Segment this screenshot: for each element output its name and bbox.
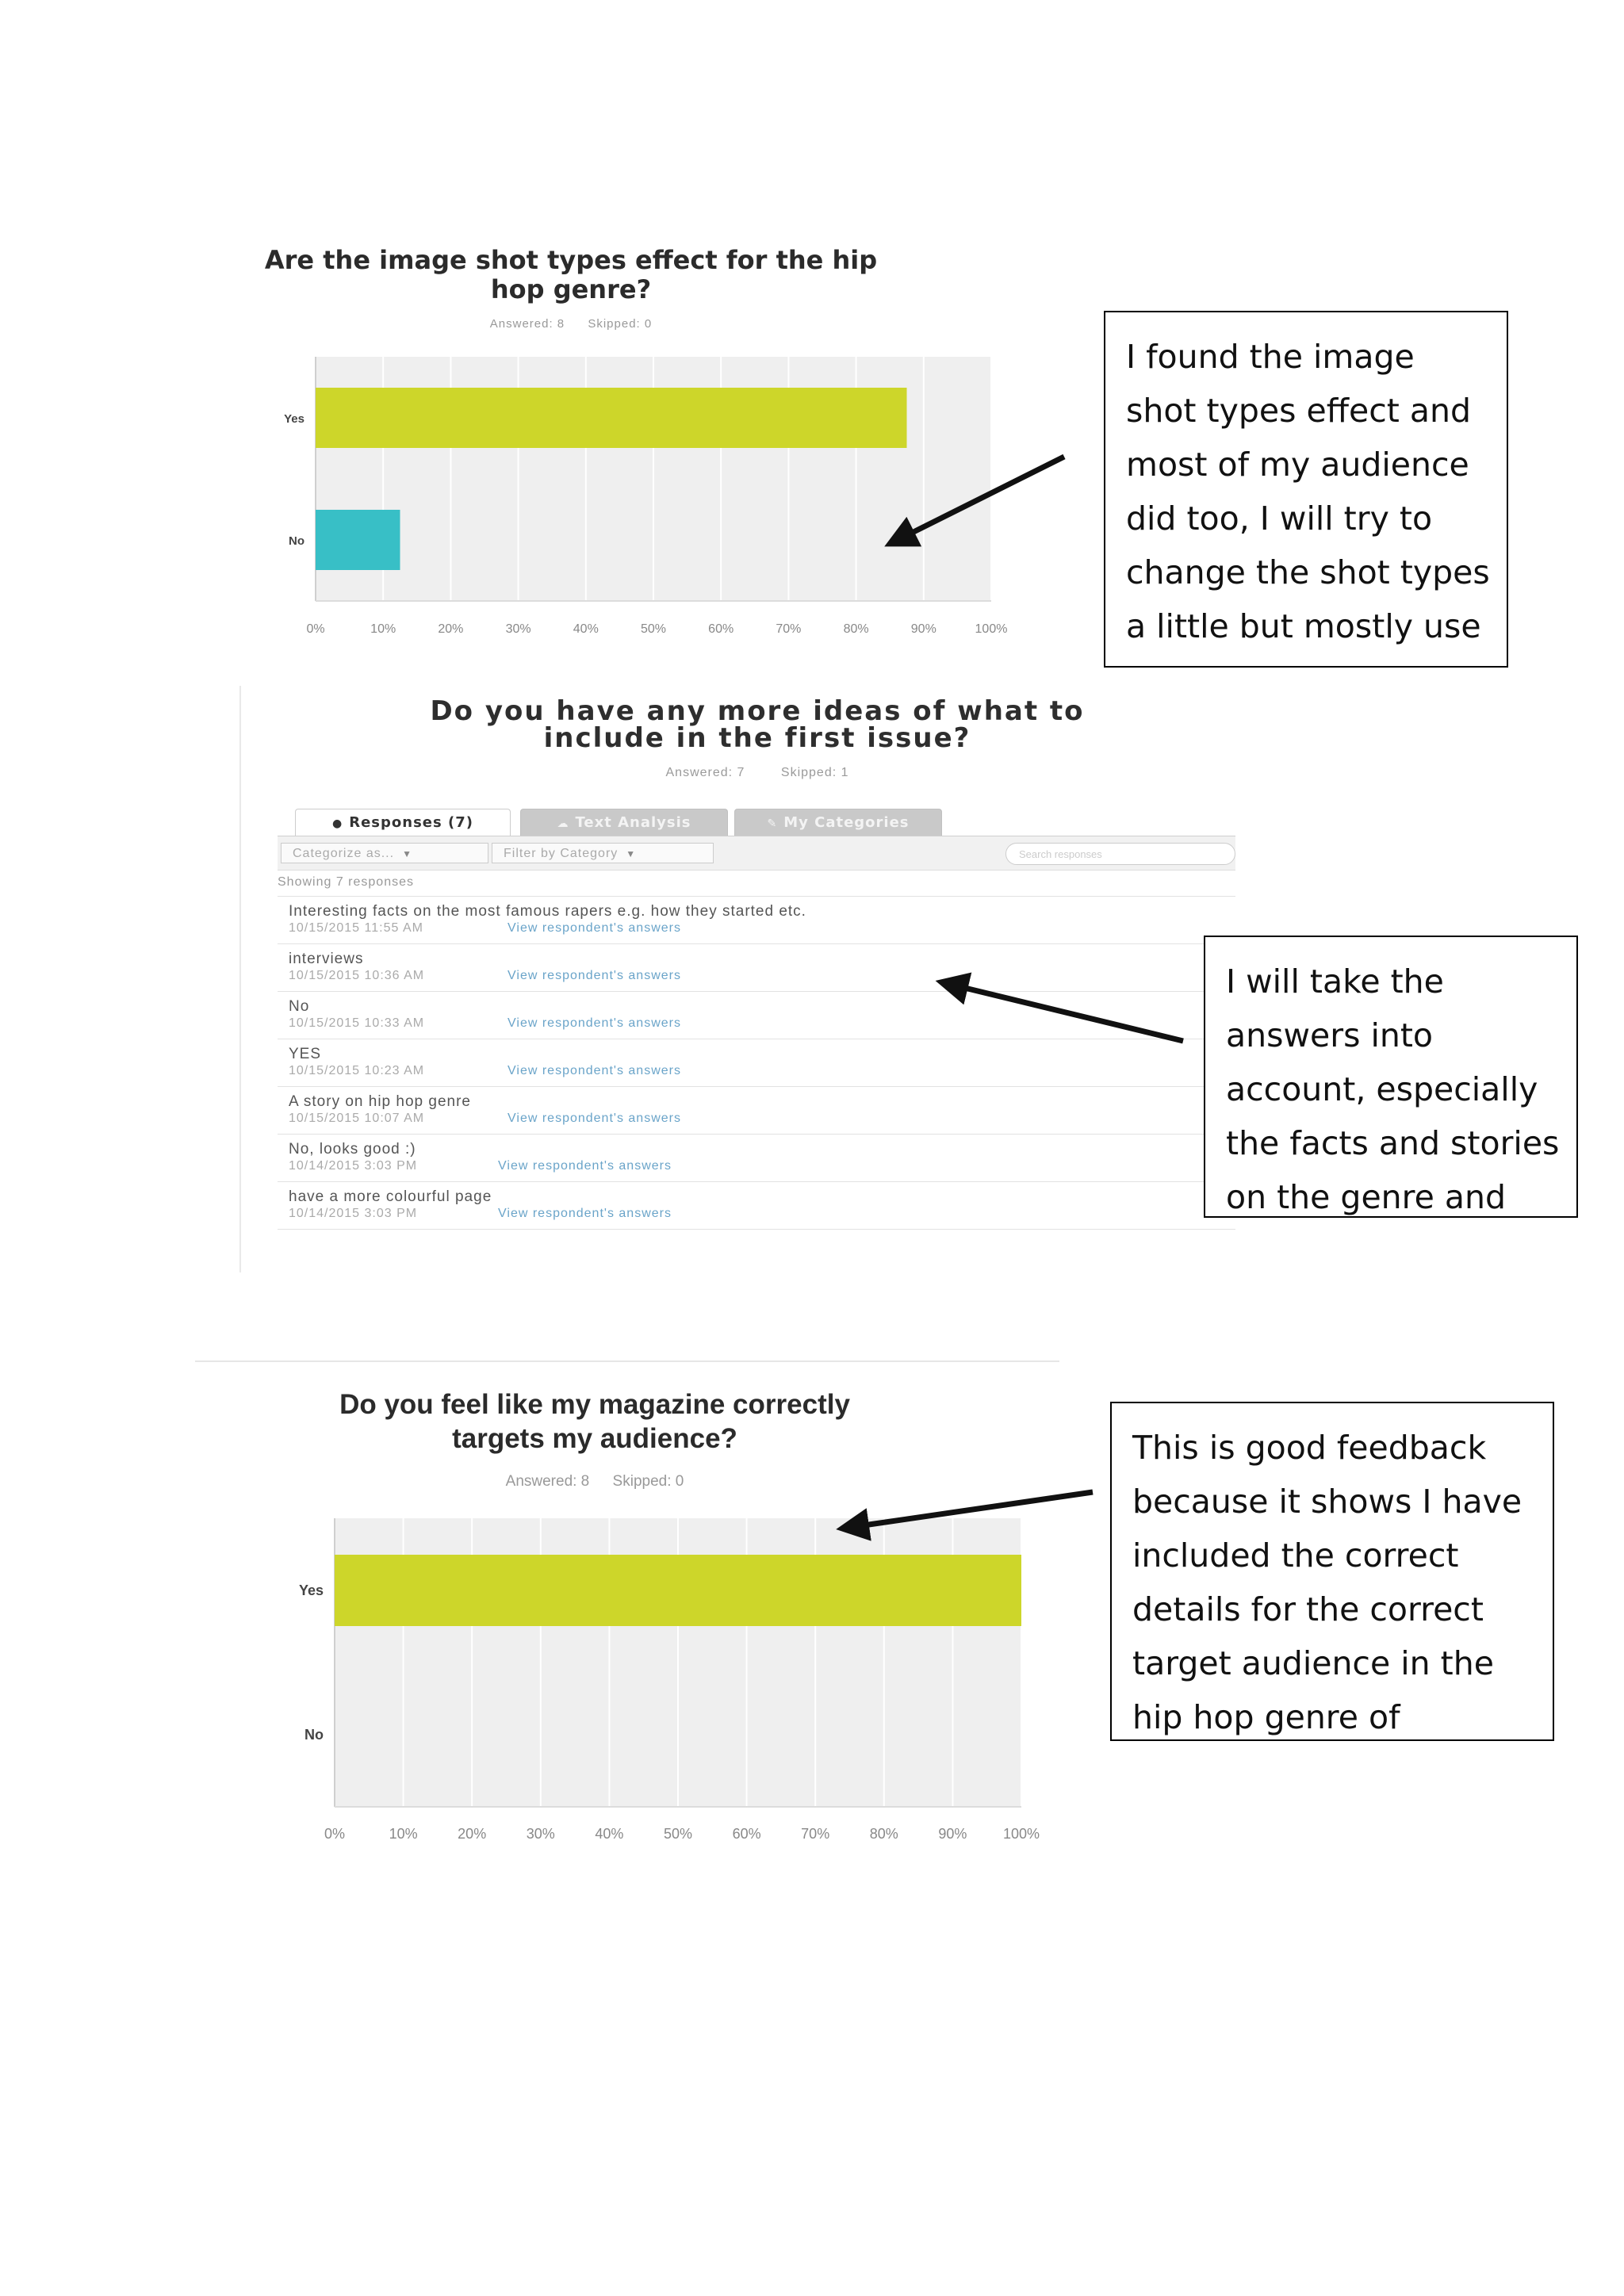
response-date: 10/15/2015 10:33 AM	[289, 1016, 425, 1030]
note-3-line: included the correct	[1132, 1536, 1459, 1575]
chevron-down-icon: ▼	[626, 848, 637, 859]
x-tick-label: 10%	[389, 1826, 418, 1842]
category-label: No	[304, 1727, 324, 1743]
x-tick-label: 70%	[801, 1826, 830, 1842]
response-text: Interesting facts on the most famous rapers e.g. how they started etc.	[289, 903, 806, 920]
x-tick-label: 60%	[732, 1826, 761, 1842]
view-answers-link[interactable]: View respondent's answers	[508, 1112, 681, 1125]
response-text: have a more colourful page	[289, 1188, 492, 1205]
x-tick-label: 90%	[910, 622, 936, 636]
note-1-line: I found the image	[1126, 338, 1415, 376]
search-placeholder: Search responses	[1019, 848, 1102, 860]
chart-2-answered: Answered: 8	[505, 1473, 590, 1490]
note-2-line: account, especially	[1226, 1070, 1538, 1108]
view-answers-link[interactable]: View respondent's answers	[508, 1064, 681, 1077]
cloud-icon: ☁	[557, 817, 569, 830]
categorize-label: Categorize as...	[293, 847, 395, 860]
note-2-line: the facts and stories	[1226, 1124, 1560, 1162]
response-text: No	[289, 998, 310, 1015]
note-2-line: on the genre and	[1226, 1178, 1507, 1216]
response-text: interviews	[289, 951, 364, 967]
x-tick-label: 10%	[370, 622, 396, 636]
x-tick-label: 80%	[843, 622, 869, 636]
chevron-down-icon: ▼	[402, 848, 412, 859]
survey-title-line-1: Do you have any more ideas of what to	[430, 695, 1085, 727]
response-date: 10/15/2015 10:23 AM	[289, 1064, 425, 1077]
x-tick-label: 50%	[640, 622, 667, 636]
view-answers-link[interactable]: View respondent's answers	[498, 1207, 672, 1220]
response-text: A story on hip hop genre	[289, 1093, 471, 1110]
response-text: No, looks good :)	[289, 1141, 416, 1158]
arrow-3	[852, 1492, 1093, 1527]
filter-label: Filter by Category	[504, 847, 619, 860]
chart-1-title-line-2: hop genre?	[490, 274, 652, 304]
note-3-line: hip hop genre of	[1132, 1698, 1400, 1736]
x-tick-label: 70%	[776, 622, 802, 636]
arrow-1	[899, 457, 1064, 539]
response-date: 10/15/2015 10:36 AM	[289, 969, 425, 982]
note-2-line: answers into	[1226, 1016, 1434, 1054]
response-date: 10/14/2015 3:03 PM	[289, 1207, 418, 1220]
note-1-line: shot types effect and	[1126, 392, 1472, 430]
survey-skipped: Skipped: 1	[780, 766, 849, 779]
x-tick-label: 30%	[505, 622, 531, 636]
x-tick-label: 60%	[708, 622, 734, 636]
chart-1-skipped: Skipped: 0	[588, 317, 653, 331]
view-answers-link[interactable]: View respondent's answers	[508, 969, 681, 982]
chart-1-title-line-1: Are the image shot types effect for the hip	[264, 245, 878, 275]
note-3-line: details for the correct	[1132, 1590, 1484, 1628]
tab-responses-label: Responses (7)	[349, 814, 473, 831]
response-date: 10/15/2015 10:07 AM	[289, 1112, 425, 1125]
note-3-line: because it shows I have	[1132, 1483, 1522, 1521]
pencil-icon: ✎	[767, 817, 778, 830]
chart-1-answered: Answered: 8	[489, 317, 565, 331]
view-answers-link[interactable]: View respondent's answers	[508, 1016, 681, 1030]
bullet-icon: ●	[332, 817, 343, 830]
note-1-line: a little but mostly use	[1126, 607, 1481, 645]
note-1-line: did too, I will try to	[1126, 499, 1433, 538]
x-tick-label: 40%	[595, 1826, 624, 1842]
x-tick-label: 30%	[526, 1826, 555, 1842]
response-text: YES	[289, 1046, 322, 1062]
x-tick-label: 0%	[324, 1826, 346, 1842]
survey-answered: Answered: 7	[665, 766, 745, 779]
x-tick-label: 90%	[938, 1826, 967, 1842]
response-date: 10/14/2015 3:03 PM	[289, 1159, 418, 1173]
x-tick-label: 20%	[458, 1826, 487, 1842]
x-tick-label: 20%	[438, 622, 464, 636]
tab-text-analysis-label: Text Analysis	[575, 814, 691, 831]
note-1-line: most of my audience	[1126, 446, 1469, 484]
x-tick-label: 0%	[306, 622, 325, 636]
chart-2-skipped: Skipped: 0	[612, 1473, 684, 1490]
showing-count: Showing 7 responses	[278, 875, 414, 889]
category-label: Yes	[284, 412, 304, 426]
x-tick-label: 40%	[573, 622, 599, 636]
x-tick-label: 100%	[1002, 1826, 1040, 1842]
x-tick-label: 100%	[975, 622, 1008, 636]
chart-2-title-line-2: targets my audience?	[452, 1423, 737, 1454]
arrow-2	[952, 985, 1183, 1041]
survey-title-line-2: include in the first issue?	[543, 722, 971, 754]
x-tick-label: 80%	[869, 1826, 898, 1842]
note-3-line: target audience in the	[1132, 1644, 1494, 1682]
category-label: Yes	[298, 1582, 324, 1598]
category-label: No	[289, 534, 304, 548]
view-answers-link[interactable]: View respondent's answers	[508, 921, 681, 935]
note-2-line: I will take the	[1226, 962, 1444, 1001]
tab-my-categories-label: My Categories	[783, 814, 910, 831]
chart-2-title-line-1: Do you feel like my magazine correctly	[339, 1389, 850, 1420]
x-tick-label: 50%	[663, 1826, 693, 1842]
response-date: 10/15/2015 11:55 AM	[289, 921, 423, 935]
view-answers-link[interactable]: View respondent's answers	[498, 1159, 672, 1173]
note-3-line: This is good feedback	[1132, 1429, 1487, 1467]
note-1-line: change the shot types	[1126, 553, 1490, 591]
